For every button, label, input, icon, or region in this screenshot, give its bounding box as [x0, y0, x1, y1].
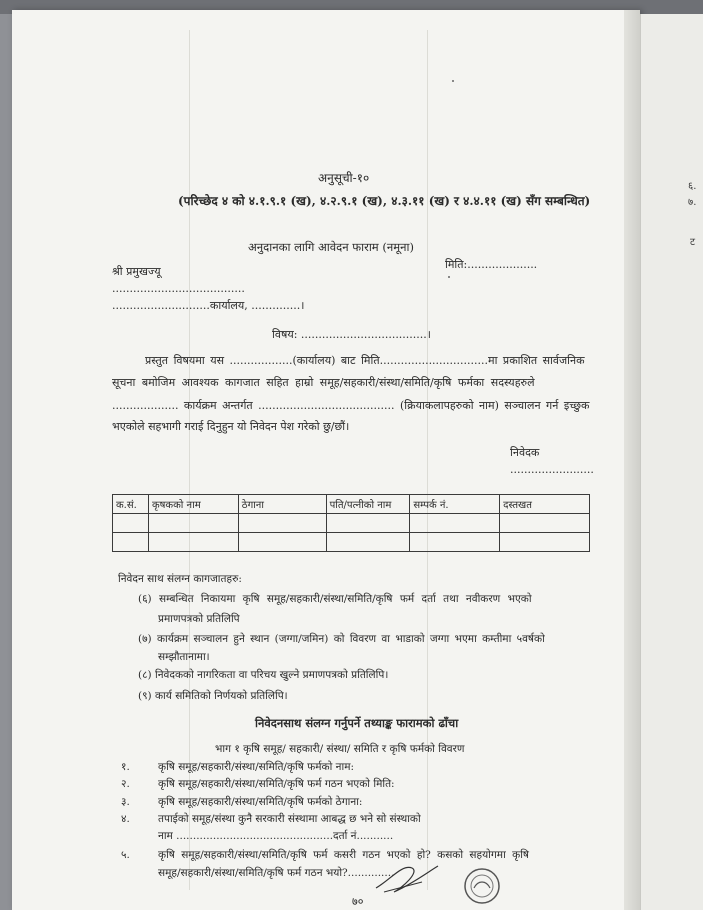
annex-title: अनुसूची-१० [318, 171, 370, 185]
form-item: कृषि समूह/सहकारी/संस्था/समिति/कृषि फर्मको नाम: [158, 761, 355, 773]
form-item: कृषि समूह/सहकारी/संस्था/समिति/कृषि फर्म गठन भएको मिति: [158, 778, 395, 790]
page-number: ७० [352, 895, 364, 908]
item-number: २. [121, 778, 130, 790]
item-number: ३. [121, 796, 130, 808]
table-cell [148, 533, 238, 552]
addressee-line: श्री प्रमुखज्यू [112, 265, 161, 278]
applicants-table [112, 494, 590, 552]
table-cell [326, 514, 410, 533]
applicant-label: निवेदक [510, 446, 540, 459]
body-text-line: प्रस्तुत विषयमा यस ..................(कार्यालय) बाट मिति...............................मा प्रकाशित सार्वजनिक [145, 354, 585, 367]
table-cell [148, 514, 238, 533]
office-seal-stamp [462, 866, 502, 906]
attachment-item-continued: प्रमाणपत्रको प्रतिलिपि [158, 613, 240, 625]
form-item-continued: नाम ...............................................दर्ता नं........... [158, 830, 394, 842]
scan-speck [448, 276, 450, 278]
attachment-item: (७) कार्यक्रम सञ्चालन हुने स्थान (जग्गा/जमिन) को विवरण वा भाडाको जग्गा भएमा कम्तीमा ५वर्षको [138, 633, 545, 645]
table-cell [500, 514, 590, 533]
table-cell [326, 533, 410, 552]
scan-speck [452, 80, 454, 82]
col-spouse-name: पति/पत्नीको नाम [326, 495, 410, 514]
body-text-line: ................... कार्यक्रम अन्तर्गत ....................................... (क्रियाकलापहरुको नाम) सञ्चालन गर्न इच्छुक [112, 399, 590, 412]
table-cell [238, 533, 326, 552]
subject-line: विषय: ....................................। [272, 328, 431, 341]
attachment-item: (८) निवेदकको नागरिकता वा परिचय खुल्ने प्रमाणपत्रको प्रतिलिपि। [138, 669, 389, 681]
applicant-signature-blank: ........................ [510, 463, 594, 476]
adjacent-page-text: ७. [688, 197, 697, 208]
fold-crease [427, 30, 428, 890]
handwritten-signature [372, 858, 442, 898]
col-contact: सम्पर्क नं. [410, 495, 500, 514]
item-number: ४. [121, 813, 130, 825]
form-item: तपाईको समूह/संस्था कुनै सरकारी संस्थामा आबद्ध छ भने सो संस्थाको [158, 813, 421, 825]
table-cell [113, 514, 149, 533]
table-cell [410, 533, 500, 552]
adjacent-page-text: ६. [688, 181, 697, 192]
item-number: ५. [121, 849, 130, 861]
attachments-heading: निवेदन साथ संलग्न कागजातहरु: [118, 573, 242, 585]
table-header-row [113, 495, 590, 514]
col-serial: क.सं. [113, 495, 149, 514]
attachment-item-continued: सम्झौतानामा। [158, 651, 210, 663]
format-title: निवेदनसाथ संलग्न गर्नुपर्ने तथ्याङ्क फारामको ढाँचा [255, 716, 459, 730]
table-row [113, 514, 590, 533]
form-title: अनुदानका लागि आवेदन फाराम (नमूना) [248, 240, 414, 254]
attachment-item: (६) सम्बन्धित निकायमा कृषि समूह/सहकारी/संस्था/समिति/कृषि फर्म दर्ता तथा नवीकरण भएको [138, 593, 532, 605]
form-item: कृषि समूह/सहकारी/संस्था/समिति/कृषि फर्मको ठेगाना: [158, 796, 363, 808]
addressee-blank: ...................................... [112, 282, 245, 295]
table-cell [410, 514, 500, 533]
col-address: ठेगाना [238, 495, 326, 514]
body-text-line: सूचना बमोजिम आवश्यक कागजात सहित हाम्रो समूह/सहकारी/संस्था/समिति/कृषि फर्मका सदस्यहरुले [112, 376, 535, 389]
table-cell [238, 514, 326, 533]
attachment-item: (९) कार्य समितिको निर्णयको प्रतिलिपि। [138, 690, 288, 702]
page-fold [624, 10, 640, 910]
adjacent-page [640, 14, 703, 910]
adjacent-page-text: ट [690, 237, 696, 248]
col-farmer-name: कृषकको नाम [148, 495, 238, 514]
col-signature: दस्तखत [500, 495, 590, 514]
table-row [113, 533, 590, 552]
form-item-continued: समूह/सहकारी/संस्था/समिति/कृषि फर्म गठन भयो?.............. [158, 867, 395, 879]
item-number: १. [121, 761, 130, 773]
date-field: मिति:.................... [445, 258, 538, 271]
part-title: भाग १ कृषि समूह/ सहकारी/ संस्था/ समिति र कृषि फर्मको विवरण [215, 743, 465, 755]
table-cell [500, 533, 590, 552]
body-text-line: भएकोले सहभागी गराई दिनुहुन यो निवेदन पेश गरेको छु/छौं। [112, 420, 350, 433]
document-page [12, 10, 640, 910]
office-line: ............................कार्यालय, ..............। [112, 299, 305, 312]
form-item: कृषि समूह/सहकारी/संस्था/समिति/कृषि फर्म कसरी गठन भएको हो? कसको सहयोगमा कृषि [158, 849, 529, 861]
table-cell [113, 533, 149, 552]
annex-reference: (परिच्छेद ४ को ४.१.९.१ (ख), ४.२.९.१ (ख), ४.३.११ (ख) र ४.४.११ (ख) सँग सम्बन्धित) [178, 194, 591, 208]
